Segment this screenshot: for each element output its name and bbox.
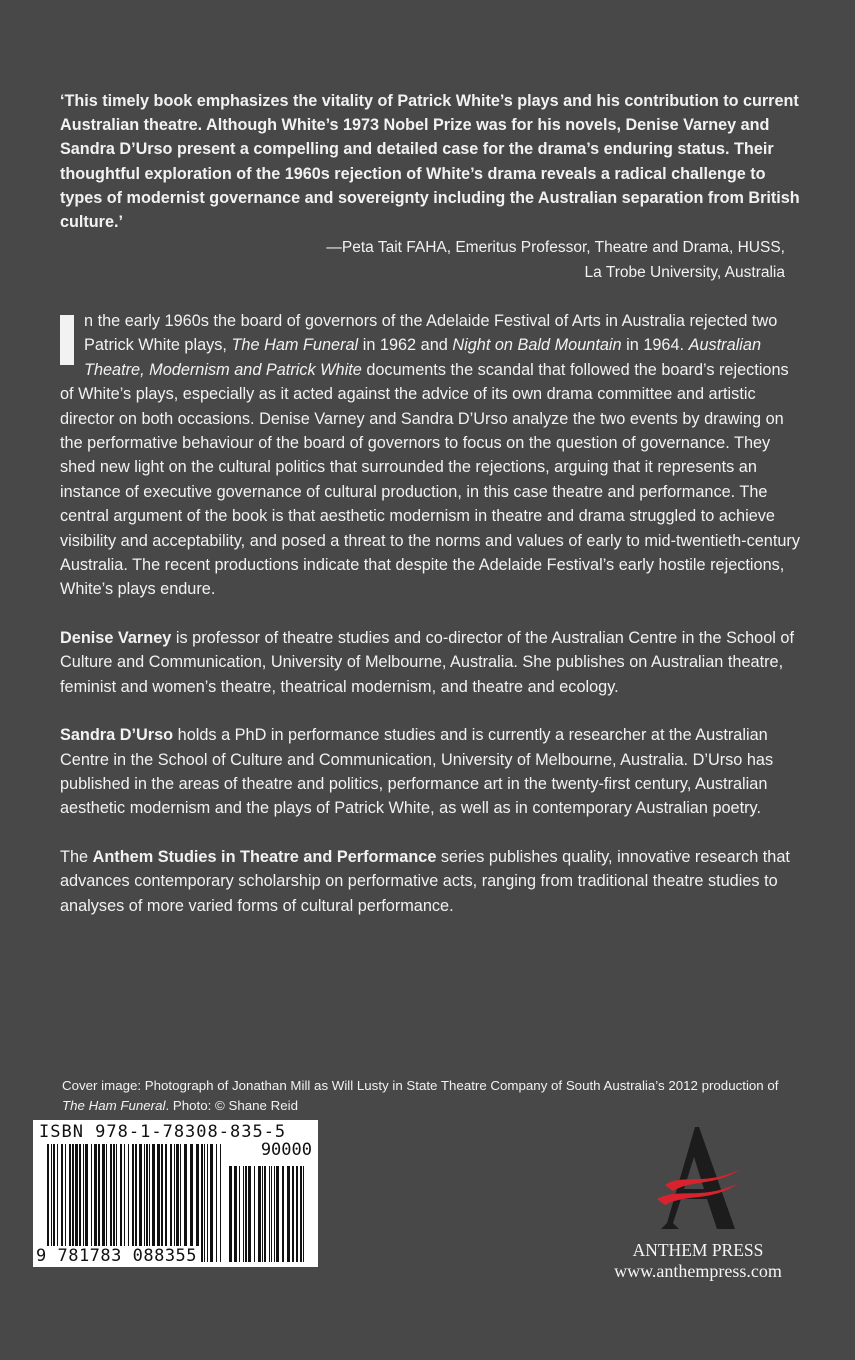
barcode-bar [47,1144,49,1262]
barcode-bar [135,1144,137,1262]
author-name: Denise Varney [60,628,172,647]
barcode-bar [83,1144,84,1262]
barcode-bar [106,1144,107,1262]
barcode-bar [161,1144,163,1262]
series-name: Anthem Studies in Theatre and Performance [92,847,437,866]
text: in 1962 and [358,336,453,355]
barcode-bar [116,1144,117,1262]
text: is professor of theatre studies and co-director of the Australian Centre in the School of Culture and Communication, University of Melbourne, Australia. She publishes on Australian theatre, feminist and women’s theatre, theatrical modernism, and theatre and ecology. [60,628,794,696]
isbn-text: ISBN 978-1-78308-835-5 [39,1122,287,1142]
barcode-bars-addon [229,1166,309,1262]
barcode-bar [170,1144,172,1262]
barcode-bar [165,1144,167,1262]
text: n the early 1960s the board of governors of the Adelaide Festival of Arts in Australia rejected two Patrick White plays, [84,312,778,355]
barcode-bar [292,1166,294,1262]
barcode-bar [72,1144,74,1262]
barcode-bar [190,1144,193,1262]
attribution-line: La Trobe University, Australia [584,263,785,281]
barcode-bar [144,1144,145,1262]
text: The [60,847,93,866]
barcode-bar [94,1144,97,1262]
barcode-bar [207,1144,208,1262]
anthem-press-logo [598,1125,798,1282]
barcode-bar [210,1144,213,1262]
barcode-bar [113,1144,115,1262]
barcode-bar [91,1144,92,1262]
barcode-bar [51,1144,52,1262]
barcode-bar [282,1166,284,1262]
endorsement-attribution [326,236,785,285]
barcode-bar [146,1144,148,1262]
barcode-bar [124,1144,125,1262]
barcode-bar [75,1144,78,1262]
isbn-barcode [33,1120,318,1267]
price-addon: 90000 [260,1140,312,1160]
barcode-bar [258,1166,261,1262]
barcode-bar [271,1166,272,1262]
barcode-bar [110,1144,112,1262]
barcode-bar [287,1166,290,1262]
text: series publishes quality, innovative research that advances contemporary scholarship on performative acts, ranging from traditional theatre studies to analyses of more varied forms of cultural performance. [60,847,790,915]
author-name: Sandra D’Urso [60,726,174,745]
drop-cap-i [60,315,74,365]
barcode-bar [132,1144,134,1262]
barcode-bar [296,1166,298,1262]
barcode-bar [204,1144,205,1262]
barcode-bar [243,1166,244,1262]
barcode-bar [184,1144,187,1262]
barcode-bar [269,1166,270,1262]
barcode-bar [220,1144,221,1262]
barcode-bar [176,1144,179,1262]
barcode-bar [65,1144,66,1262]
barcode-bar [276,1166,279,1262]
title-italic: The Ham Funeral [231,336,359,355]
barcode-bar [53,1144,55,1262]
barcode-bar [248,1166,251,1262]
cover-image-credit [62,1076,782,1116]
barcode-bar [264,1166,266,1262]
barcode-bar [254,1166,255,1262]
barcode-bar [149,1144,150,1262]
text: . Photo: © Shane Reid [165,1098,298,1113]
barcode-bar [79,1144,81,1262]
attribution-line: —Peta Tait FAHA, Emeritus Professor, Theatre and Drama, HUSS, [326,239,785,256]
author-bio [60,723,800,821]
barcode-bar [69,1144,71,1262]
barcode-bar [216,1144,217,1262]
publisher-url[interactable]: www.anthempress.com [614,1261,782,1281]
barcode-bar [300,1166,302,1262]
series-description [60,845,800,918]
barcode-bar [98,1144,100,1262]
text: documents the scandal that followed the board’s rejections of White’s plays, especially as it acted against the advice of its own drama committee and artistic director on both occasions. Denise Varney and Sandra D’Urso analyze the two events by drawing on the performative behaviour of the board of governors to focus on the question of governance. They shed new light on the cultural politics that surrounded the rejections, arguing that it represents an instance of executive governance of cultural production, in this case theatre and performance. The central argument of the book is that aesthetic modernism in theatre and drama struggled to achieve visibility and acceptability, and posed a threat to the norms and values of early to mid-twentieth-century Australia. The recent productions indicate that despite the Adelaide Festival’s early hostile rejections, White’s plays endure. [60,360,800,599]
barcode-bar [234,1166,237,1262]
barcode-bar [245,1166,247,1262]
barcode-bar [102,1144,105,1262]
barcode-bar [303,1166,304,1262]
barcode-bar [85,1144,88,1262]
barcode-bar [157,1144,160,1262]
barcode-bar [57,1144,58,1262]
publisher-name: ANTHEM PRESS [632,1240,764,1260]
barcode-bar [196,1144,199,1262]
barcode-bar [262,1166,263,1262]
endorsement-quote: ‘This timely book emphasizes the vitality of Patrick White’s plays and his contribution to current Australian theatre. Although White’s 1973 Nobel Prize was for his novels, Denise Varney and Sandra D’Urso present a compelling and detailed case for the drama’s enduring status. Their thoughtful exploration of the 1960s rejection of White’s drama reveals a radical challenge to types of modernist governance and sovereignty including the Australian separation from British culture.’ [60,92,800,232]
barcode-digits: 9 781783 088355 [36,1246,200,1266]
back-cover-body [60,309,800,942]
title-italic: Australian Theatre, Modernism and Patrick White [84,336,761,379]
book-description [60,309,800,602]
text: Cover image: Photograph of Jonathan Mill as Will Lusty in State Theatre Company of South Australia’s 2012 production of [62,1078,779,1093]
barcode-bar [61,1144,63,1262]
author-bio [60,626,800,699]
barcode-bars-main [47,1144,222,1262]
barcode-bar [128,1144,129,1262]
barcode-bar [239,1166,240,1262]
text: holds a PhD in performance studies and is currently a researcher at the Australian Centre in the School of Culture and Communication, University of Melbourne, Australia. D’Urso has published in the areas of theatre and politics, performance art in the twenty-first century, Australian aesthetic modernism and the plays of Patrick White, as well as in contemporary Australian poetry. [60,726,774,818]
title-italic: The Ham Funeral [62,1098,166,1113]
barcode-bar [139,1144,142,1262]
anthem-a-logo-icon [643,1125,753,1235]
barcode-bar [201,1144,203,1262]
text: in 1964. [621,336,689,355]
barcode-bar [229,1166,232,1262]
barcode-bar [120,1144,122,1262]
barcode-bar [174,1144,175,1262]
barcode-bar [152,1144,155,1262]
barcode-bar [274,1166,275,1262]
barcode-bar [180,1144,181,1262]
title-italic: Night on Bald Mountain [452,336,622,355]
